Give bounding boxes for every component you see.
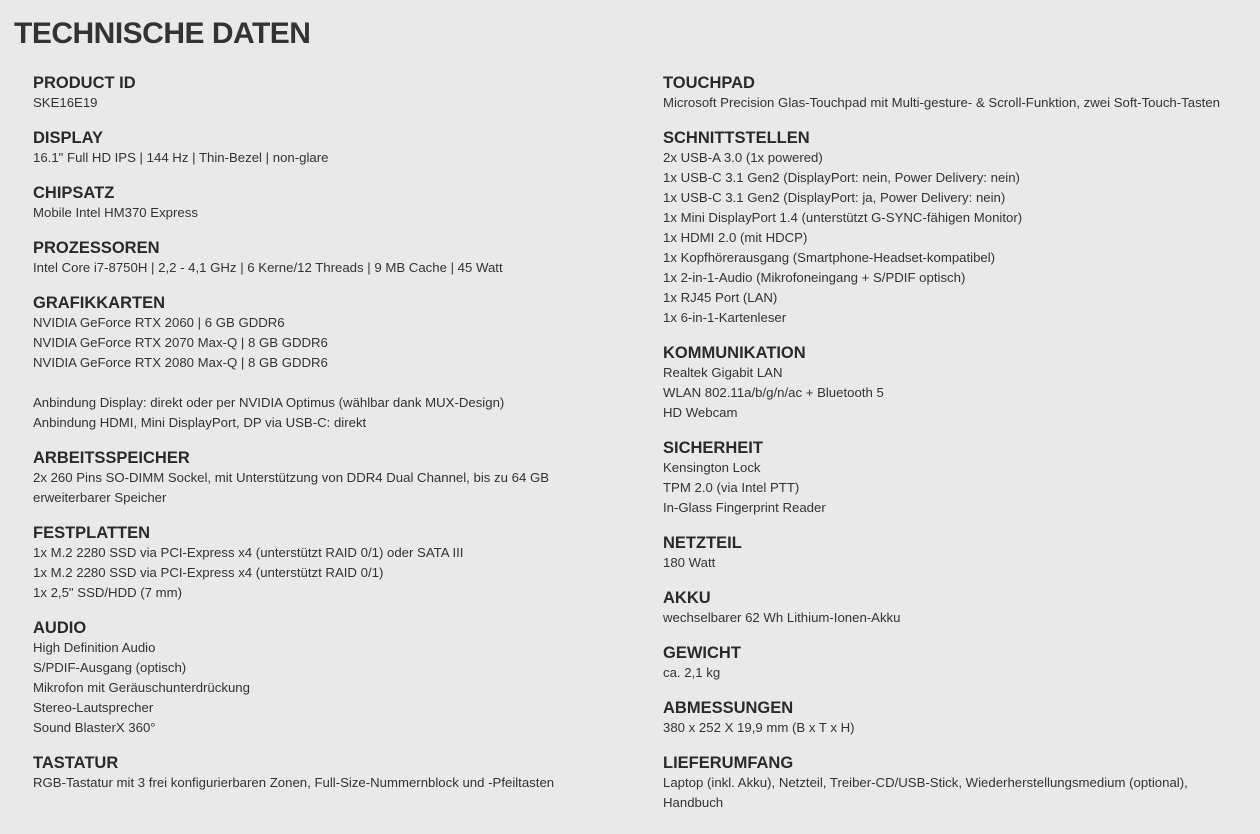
spec-section-title: AUDIO: [33, 619, 87, 637]
spec-section-tastatur: [33, 753, 623, 793]
spec-section-title: LIEFERUMFANG: [663, 754, 794, 772]
spec-section-product-id: [33, 73, 623, 113]
spec-value-line: S/PDIF-Ausgang (optisch): [33, 660, 187, 675]
spec-value-line: 1x 2-in-1-Audio (Mikrofoneingang + S/PDIF optisch): [663, 270, 966, 285]
spec-value-line: Microsoft Precision Glas-Touchpad mit Multi-gesture- & Scroll-Funktion, zwei Soft-Touch-Tasten: [663, 95, 1221, 110]
spec-section-title: PRODUCT ID: [33, 74, 136, 92]
spec-value-line: Handbuch: [663, 795, 724, 810]
spec-section-arbeitsspeicher: [33, 448, 623, 508]
spec-section-lieferumfang: [663, 753, 1253, 813]
spec-section-title: SCHNITTSTELLEN: [663, 129, 810, 147]
spec-value-line: NVIDIA GeForce RTX 2080 Max-Q | 8 GB GDDR6: [33, 355, 328, 370]
spec-value-line: TPM 2.0 (via Intel PTT): [663, 480, 800, 495]
spec-value-line: 16.1" Full HD IPS | 144 Hz | Thin-Bezel | non-glare: [33, 150, 329, 165]
spec-value-line: 1x 6-in-1-Kartenleser: [663, 310, 787, 325]
spec-section-title: PROZESSOREN: [33, 239, 160, 257]
spec-value-line: 1x M.2 2280 SSD via PCI-Express x4 (unterstützt RAID 0/1) oder SATA III: [33, 545, 464, 560]
spec-section-title: GEWICHT: [663, 644, 741, 662]
spec-value-line: 1x M.2 2280 SSD via PCI-Express x4 (unterstützt RAID 0/1): [33, 565, 384, 580]
spec-value-line: WLAN 802.11a/b/g/n/ac + Bluetooth 5: [663, 385, 884, 400]
spec-value-line: 1x HDMI 2.0 (mit HDCP): [663, 230, 808, 245]
spec-section-display: [33, 128, 623, 168]
spec-value-line: 1x Kopfhörerausgang (Smartphone-Headset-kompatibel): [663, 250, 996, 265]
spec-section-title: AKKU: [663, 589, 711, 607]
spec-value-line: Anbindung HDMI, Mini DisplayPort, DP via USB-C: direkt: [33, 415, 367, 430]
spec-section-chipsatz: [33, 183, 623, 223]
spec-value-line: RGB-Tastatur mit 3 frei konfigurierbaren Zonen, Full-Size-Nummernblock und -Pfeiltasten: [33, 775, 555, 790]
spec-value-line: Mikrofon mit Geräuschunterdrückung: [33, 680, 250, 695]
spec-value-line: 2x USB-A 3.0 (1x powered): [663, 150, 823, 165]
spec-value-line: 1x 2,5" SSD/HDD (7 mm): [33, 585, 183, 600]
spec-value-line: NVIDIA GeForce RTX 2070 Max-Q | 8 GB GDDR6: [33, 335, 328, 350]
spec-section-audio: [33, 618, 623, 738]
spec-section-title: ABMESSUNGEN: [663, 699, 794, 717]
spec-section-title: ARBEITSSPEICHER: [33, 449, 190, 467]
spec-section-title: FESTPLATTEN: [33, 524, 151, 542]
spec-value-line: Mobile Intel HM370 Express: [33, 205, 198, 220]
spec-value-line: 180 Watt: [663, 555, 716, 570]
spec-section-title: TOUCHPAD: [663, 74, 755, 92]
spec-value-line: 1x Mini DisplayPort 1.4 (unterstützt G-SYNC-fähigen Monitor): [663, 210, 1023, 225]
spec-section-schnittstellen: [663, 128, 1253, 328]
spec-section-grafikkarten: [33, 293, 623, 433]
spec-value-line: 1x USB-C 3.1 Gen2 (DisplayPort: nein, Power Delivery: nein): [663, 170, 1020, 185]
spec-section-festplatten: [33, 523, 623, 603]
spec-value-line: Stereo-Lautsprecher: [33, 700, 154, 715]
spec-value-line: 2x 260 Pins SO-DIMM Sockel, mit Unterstützung von DDR4 Dual Channel, bis zu 64 GB: [33, 470, 549, 485]
spec-value-line: NVIDIA GeForce RTX 2060 | 6 GB GDDR6: [33, 315, 285, 330]
spec-value-line: High Definition Audio: [33, 640, 156, 655]
spec-section-netzteil: [663, 533, 1253, 573]
spec-value-line: Kensington Lock: [663, 460, 761, 475]
spec-section-title: SICHERHEIT: [663, 439, 763, 457]
spec-section-abmessungen: [663, 698, 1253, 738]
spec-section-title: CHIPSATZ: [33, 184, 115, 202]
spec-value-line: Intel Core i7-8750H | 2,2 - 4,1 GHz | 6 Kerne/12 Threads | 9 MB Cache | 45 Watt: [33, 260, 503, 275]
spec-value-line: SKE16E19: [33, 95, 98, 110]
spec-value-line: HD Webcam: [663, 405, 738, 420]
spec-value-line: Sound BlasterX 360°: [33, 720, 156, 735]
spec-value-line: In-Glass Fingerprint Reader: [663, 500, 826, 515]
spec-section-gewicht: [663, 643, 1253, 683]
spec-section-title: NETZTEIL: [663, 534, 742, 552]
spec-value-line: 1x USB-C 3.1 Gen2 (DisplayPort: ja, Power Delivery: nein): [663, 190, 1006, 205]
spec-section-prozessoren: [33, 238, 623, 278]
spec-value-line: ca. 2,1 kg: [663, 665, 721, 680]
spec-section-title: KOMMUNIKATION: [663, 344, 806, 362]
page-title: TECHNISCHE DATEN: [14, 17, 311, 50]
spec-section-akku: [663, 588, 1253, 628]
spec-spacer: [33, 373, 623, 393]
spec-section-title: GRAFIKKARTEN: [33, 294, 165, 312]
spec-value-line: 380 x 252 X 19,9 mm (B x T x H): [663, 720, 855, 735]
spec-section-title: DISPLAY: [33, 129, 103, 147]
spec-section-sicherheit: [663, 438, 1253, 518]
spec-section-title: TASTATUR: [33, 754, 119, 772]
spec-value-line: wechselbarer 62 Wh Lithium-Ionen-Akku: [663, 610, 901, 625]
spec-section-touchpad: [663, 73, 1253, 113]
spec-column-left: [33, 73, 623, 808]
spec-value-line: Anbindung Display: direkt oder per NVIDIA Optimus (wählbar dank MUX-Design): [33, 395, 505, 410]
spec-value-line: erweiterbarer Speicher: [33, 490, 167, 505]
spec-value-line: Laptop (inkl. Akku), Netzteil, Treiber-CD/USB-Stick, Wiederherstellungsmedium (optional),: [663, 775, 1188, 790]
spec-value-line: 1x RJ45 Port (LAN): [663, 290, 778, 305]
spec-column-right: [663, 73, 1253, 828]
spec-value-line: Realtek Gigabit LAN: [663, 365, 783, 380]
spec-section-kommunikation: [663, 343, 1253, 423]
